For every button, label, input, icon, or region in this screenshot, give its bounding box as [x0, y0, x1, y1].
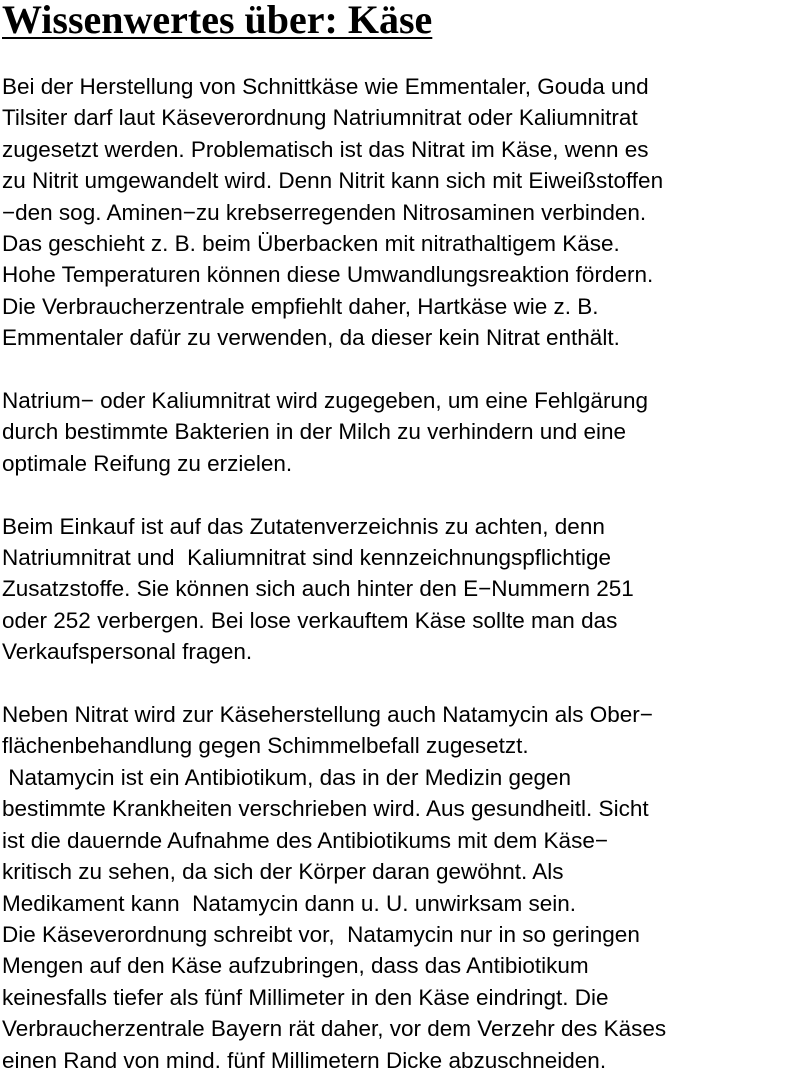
text-line: zugesetzt werden. Problematisch ist das Nitrat im Käse, wenn es: [2, 136, 649, 162]
text-line: Verkaufspersonal fragen.: [2, 639, 253, 665]
text-line: kritisch zu sehen, da sich der Körper daran gewöhnt. Als: [2, 859, 564, 885]
text-line: Natrium− oder Kaliumnitrat wird zugegeben, um eine Fehlgärung: [2, 388, 648, 414]
text-line: Zusatzstoffe. Sie können sich auch hinter den E−Nummern 251: [2, 576, 634, 602]
text-line: bestimmte Krankheiten verschrieben wird. Aus gesundheitl. Sicht: [2, 796, 649, 822]
text-line: Natriumnitrat und Kaliumnitrat sind kennzeichnungspflichtige: [2, 545, 612, 571]
text-line: Mengen auf den Käse aufzubringen, dass das Antibiotikum: [2, 953, 589, 979]
paragraph-natamycin: [2, 699, 797, 1076]
text-line: flächenbehandlung gegen Schimmelbefall zugesetzt.: [2, 733, 529, 759]
text-line: Tilsiter darf laut Käseverordnung Natriumnitrat oder Kaliumnitrat: [2, 105, 638, 131]
text-line: einen Rand von mind. fünf Millimetern Dicke abzuschneiden.: [2, 1047, 607, 1073]
paragraph-nitrat-im-kaese: [2, 71, 797, 354]
text-line: Bei der Herstellung von Schnittkäse wie Emmentaler, Gouda und: [2, 74, 649, 99]
text-line: durch bestimmte Bakterien in der Milch zu verhindern und eine: [2, 419, 627, 445]
text-line: Die Käseverordnung schreibt vor, Natamycin nur in so geringen: [2, 921, 640, 947]
paragraph-einkauf: [2, 511, 797, 668]
text-line: keinesfalls tiefer als fünf Millimeter in den Käse eindringt. Die: [2, 984, 609, 1010]
text-line: Emmentaler dafür zu verwenden, da dieser kein Nitrat enthält.: [2, 325, 620, 351]
text-line: Neben Nitrat wird zur Käseherstellung auch Natamycin als Ober−: [2, 702, 653, 728]
text-line: Beim Einkauf ist auf das Zutatenverzeichnis zu achten, denn: [2, 513, 605, 539]
text-line: Das geschieht z. B. beim Überbacken mit nitrathaltigem Käse.: [2, 231, 620, 257]
text-line: optimale Reifung zu erzielen.: [2, 450, 293, 476]
text-line: zu Nitrit umgewandelt wird. Denn Nitrit kann sich mit Eiweißstoffen: [2, 168, 664, 194]
paragraph-gap: [2, 479, 797, 510]
document-body: [2, 71, 797, 1076]
paragraph-gap: [2, 354, 797, 385]
text-line: Medikament kann Natamycin dann u. U. unwirksam sein.: [2, 890, 577, 916]
paragraph-gap: [2, 668, 797, 699]
paragraph-zweck-nitrat: [2, 385, 797, 479]
text-line: oder 252 verbergen. Bei lose verkauftem Käse sollte man das: [2, 607, 618, 633]
text-line: Natamycin ist ein Antibiotikum, das in der Medizin gegen: [2, 764, 572, 790]
text-line: Die Verbraucherzentrale empfiehlt daher, Hartkäse wie z. B.: [2, 293, 599, 319]
text-line: ist die dauernde Aufnahme des Antibiotikums mit dem Käse−: [2, 827, 608, 853]
text-line: Verbraucherzentrale Bayern rät daher, vor dem Verzehr des Käses: [2, 1016, 667, 1042]
text-line: −den sog. Aminen−zu krebserregenden Nitrosaminen verbinden.: [2, 199, 647, 225]
text-line: Hohe Temperaturen können diese Umwandlungsreaktion fördern.: [2, 262, 654, 288]
document-title: Wissenwertes über: Käse: [2, 0, 433, 42]
